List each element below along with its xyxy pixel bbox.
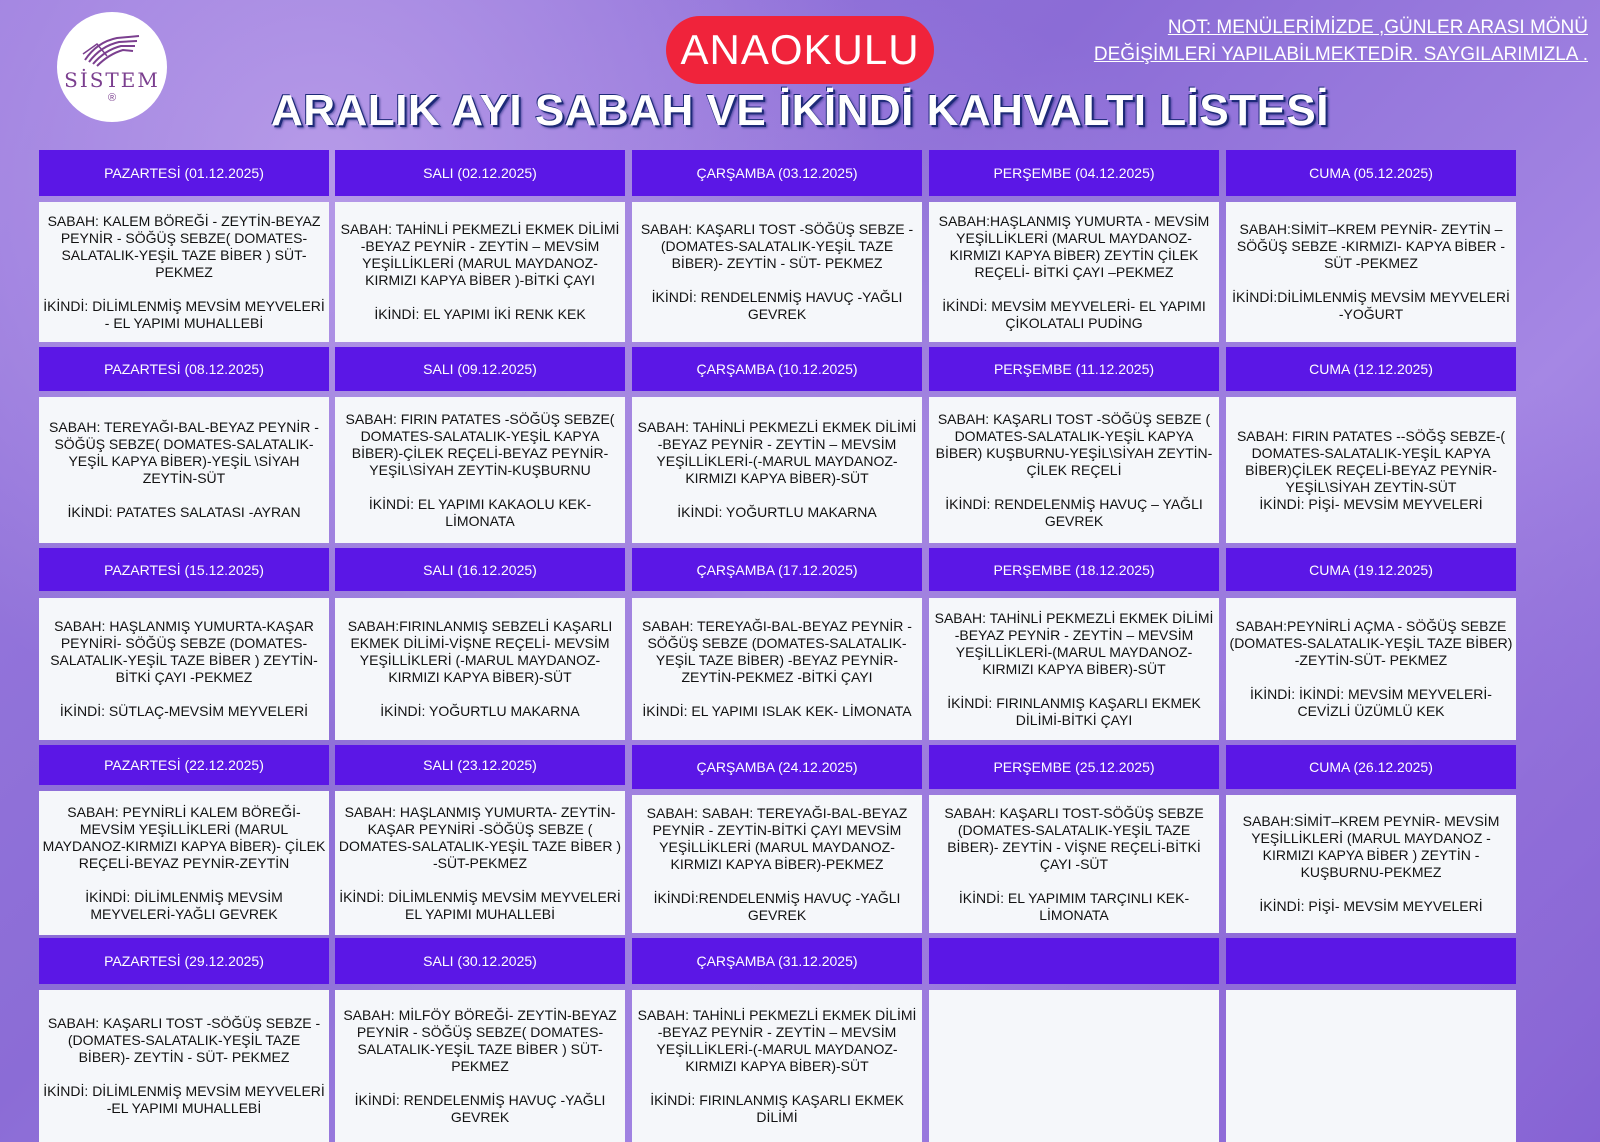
menu-body — [39, 791, 329, 935]
day-header: SALI (09.12.2025) — [335, 347, 625, 391]
menu-body — [1226, 397, 1516, 543]
menu-body — [335, 598, 625, 740]
day-header: PERŞEMBE (25.12.2025) — [929, 745, 1219, 789]
ikindi-menu: İKİNDİ: MEVSİM MEYVELERİ- EL YAPIMI ÇİKOLATALI PUDİNG — [942, 297, 1206, 331]
menu-body — [632, 990, 922, 1142]
sabah-menu: SABAH: KAŞARLI TOST -SÖĞÜŞ SEBZE -(DOMATES-SALATALIK-YEŞİL TAZE BİBER)- ZEYTİN - SÜT- PEKMEZ — [47, 1015, 321, 1065]
day-header: ÇARŞAMBA (17.12.2025) — [632, 548, 922, 591]
ikindi-menu: İKİNDİ: DİLİMLENMİŞ MEVSİM MEYVELERİ EL YAPIMI MUHALLEBİ — [339, 888, 621, 922]
day-cell — [1226, 938, 1516, 1142]
day-cell — [929, 548, 1219, 740]
spacer — [634, 873, 920, 890]
menu-body — [929, 397, 1219, 543]
ikindi-menu: İKİNDİ: SÜTLAÇ-MEVSİM MEYVELERİ — [59, 703, 309, 719]
day-cell — [929, 938, 1219, 1142]
menu-body — [1226, 990, 1516, 1142]
ikindi-menu: İKİNDİ: DİLİMLENMİŞ MEVSİM MEYVELERİ-YAĞLI GEVREK — [85, 888, 283, 922]
menu-body — [632, 598, 922, 740]
menu-change-note — [1068, 14, 1588, 68]
sabah-menu: SABAH:SİMİT–KREM PEYNİR- ZEYTİN –SÖĞÜŞ SEBZE -KIRMIZI- KAPYA BİBER - SÜT -PEKMEZ — [1236, 221, 1506, 271]
day-header: SALI (30.12.2025) — [335, 938, 625, 984]
spacer — [931, 873, 1217, 890]
menu-body — [632, 202, 922, 342]
menu-body — [1226, 598, 1516, 740]
ikindi-menu: İKİNDİ: DİLİMLENMİŞ MEVSİM MEYVELERİ -EL YAPIMI MUHALLEBİ — [43, 1083, 325, 1116]
sabah-menu: SABAH:PEYNİRLİ AÇMA - SÖĞÜŞ SEBZE (DOMATES-SALATALIK-YEŞİL TAZE BİBER) -ZEYTİN-SÜT- PEKMEZ — [1229, 618, 1513, 668]
day-header: PERŞEMBE (18.12.2025) — [929, 548, 1219, 591]
ikindi-menu: İKİNDİ: YOĞURTLU MAKARNA — [677, 504, 877, 520]
menu-body — [39, 397, 329, 543]
ikindi-menu: İKİNDİ: RENDELENMİŞ HAVUÇ -YAĞLI GEVREK — [354, 1091, 606, 1125]
menu-body — [335, 791, 625, 935]
day-cell — [632, 150, 922, 342]
spacer — [1228, 272, 1514, 289]
menu-body — [929, 990, 1219, 1142]
menu-body — [335, 202, 625, 342]
day-cell — [1226, 745, 1516, 933]
spacer — [1228, 669, 1514, 686]
sabah-menu: SABAH: KAŞARLI TOST -SÖĞÜŞ SEBZE -(DOMATES-SALATALIK-YEŞİL TAZE BİBER)- ZEYTİN - SÜT- PEKMEZ — [640, 221, 914, 271]
logo-mark-icon — [77, 30, 147, 70]
spacer — [1228, 881, 1514, 898]
day-cell — [929, 745, 1219, 933]
ikindi-menu: İKİNDİ:DİLİMLENMİŞ MEVSİM MEYVELERİ -YOĞURT — [1232, 289, 1510, 322]
spacer — [634, 487, 920, 504]
spacer — [41, 686, 327, 703]
menu-body — [335, 990, 625, 1142]
spacer — [337, 872, 623, 889]
logo-text: SİSTEM — [64, 68, 160, 92]
menu-body — [39, 990, 329, 1142]
ikindi-menu: İKİNDİ: EL YAPIMI KAKAOLU KEK-LİMONATA — [368, 495, 592, 529]
day-cell — [632, 347, 922, 543]
day-header: CUMA (12.12.2025) — [1226, 347, 1516, 391]
day-header: CUMA (05.12.2025) — [1226, 150, 1516, 196]
spacer — [337, 1075, 623, 1092]
day-cell — [335, 745, 625, 935]
day-header: PAZARTESİ (29.12.2025) — [39, 938, 329, 984]
menu-body — [929, 598, 1219, 740]
day-cell — [1226, 347, 1516, 543]
spacer — [41, 281, 327, 298]
sabah-menu: SABAH: TAHİNLİ PEKMEZLİ EKMEK DİLİMİ -BEYAZ PEYNİR - ZEYTİN – MEVSİM YEŞİLLİKLERİ-(-MARUL MAYDANOZ-KIRMIZI KAPYA BİBER)-SÜT — [637, 1006, 917, 1074]
menu-body — [335, 397, 625, 543]
menu-body — [39, 202, 329, 342]
day-header: ÇARŞAMBA (10.12.2025) — [632, 347, 922, 391]
day-cell — [929, 150, 1219, 342]
day-header — [929, 938, 1219, 984]
spacer — [41, 487, 327, 504]
spacer — [634, 1075, 920, 1092]
sabah-menu: SABAH: FIRIN PATATES -SÖĞÜŞ SEBZE( DOMATES-SALATALIK-YEŞİL KAPYA BİBER)-ÇİLEK REÇELİ-BEYAZ PEYNİR-YEŞİL\SİYAH ZEYTİN-KUŞBURNU — [345, 410, 615, 478]
sabah-menu: SABAH: TEREYAĞI-BAL-BEYAZ PEYNİR - SÖĞÜŞ SEBZE (DOMATES-SALATALIK-YEŞİL TAZE BİBER) -BEYAZ PEYNİR-ZEYTİN-PEKMEZ -BİTKİ ÇAYI — [642, 618, 912, 685]
day-header: SALI (02.12.2025) — [335, 150, 625, 196]
sabah-menu: SABAH: KALEM BÖREĞİ - ZEYTİN-BEYAZ PEYNİR - SÖĞÜŞ SEBZE( DOMATES-SALATALIK-YEŞİL TAZE BİBER ) SÜT-PEKMEZ — [47, 212, 321, 280]
day-cell — [39, 938, 329, 1142]
note-line-1: NOT: MENÜLERİMİZDE ,GÜNLER ARASI MÖNÜ — [1167, 17, 1588, 38]
ikindi-menu: İKİNDİ: PATATES SALATASI -AYRAN — [67, 504, 301, 520]
day-header: CUMA (19.12.2025) — [1226, 548, 1516, 591]
sabah-menu: SABAH: TAHİNLİ PEKMEZLİ EKMEK DİLİMİ -BEYAZ PEYNİR - ZEYTİN – MEVSİM YEŞİLLİKLERİ-(MARUL MAYDANOZ-KIRMIZI KAPYA BİBER)-SÜT — [934, 609, 1214, 677]
sabah-menu: SABAH: TAHİNLİ PEKMEZLİ EKMEK DİLİMİ -BEYAZ PEYNİR - ZEYTİN – MEVSİM YEŞİLLİKLERİ (MARUL MAYDANOZ-KIRMIZI KAPYA BİBER )-BİTKİ ÇAYI — [340, 221, 620, 288]
sabah-menu: SABAH: SABAH: TEREYAĞI-BAL-BEYAZ PEYNİR - ZEYTİN-BİTKİ ÇAYI MEVSİM YEŞİLLİKLERİ (MARUL MAYDANOZ-KIRMIZI KAPYA BİBER)-PEKMEZ — [646, 804, 908, 872]
day-cell — [335, 150, 625, 342]
menu-body — [1226, 202, 1516, 342]
day-header: ÇARŞAMBA (03.12.2025) — [632, 150, 922, 196]
menu-body — [929, 202, 1219, 342]
day-cell — [632, 548, 922, 740]
sabah-menu: SABAH: HAŞLANMIŞ YUMURTA- ZEYTİN-KAŞAR PEYNİRİ -SÖĞÜŞ SEBZE ( DOMATES-SALATALIK-YEŞİL TAZE BİBER ) -SÜT-PEKMEZ — [338, 803, 622, 871]
day-cell — [39, 548, 329, 740]
spacer — [41, 1066, 327, 1083]
day-header: PERŞEMBE (11.12.2025) — [929, 347, 1219, 391]
day-header: PAZARTESİ (08.12.2025) — [39, 347, 329, 391]
sabah-menu: SABAH: KAŞARLI TOST -SÖĞÜŞ SEBZE ( DOMATES-SALATALIK-YEŞİL KAPYA BİBER) KUŞBURNU-YEŞİL\SİYAH ZEYTİN-ÇİLEK REÇELİ — [935, 410, 1213, 478]
day-header: CUMA (26.12.2025) — [1226, 745, 1516, 789]
sabah-menu: SABAH:SİMİT–KREM PEYNİR- MEVSİM YEŞİLLİKLERİ (MARUL MAYDANOZ -KIRMIZI KAPYA BİBER ) ZEYTİN -KUŞBURNU-PEKMEZ — [1242, 813, 1500, 880]
day-cell — [1226, 548, 1516, 740]
ikindi-menu: İKİNDİ:RENDELENMİŞ HAVUÇ -YAĞLI GEVREK — [653, 889, 901, 923]
day-cell — [1226, 150, 1516, 342]
menu-body — [632, 795, 922, 933]
sabah-menu: SABAH: MİLFÖY BÖREĞİ- ZEYTİN-BEYAZ PEYNİR - SÖĞÜŞ SEBZE( DOMATES-SALATALIK-YEŞİL TAZE BİBER ) SÜT-PEKMEZ — [343, 1006, 617, 1074]
day-header: SALI (23.12.2025) — [335, 745, 625, 785]
day-cell — [335, 347, 625, 543]
day-cell — [335, 548, 625, 740]
day-header: ÇARŞAMBA (24.12.2025) — [632, 745, 922, 789]
spacer — [931, 281, 1217, 298]
note-line-2: DEĞİŞİMLERİ YAPILABİLMEKTEDİR. SAYGILARIMIZLA . — [1093, 44, 1588, 65]
sabah-menu: SABAH: PEYNİRLİ KALEM BÖREĞİ-MEVSİM YEŞİLLİKLERİ (MARUL MAYDANOZ-KIRMIZI KAPYA BİBER)- ÇİLEK REÇELİ-BEYAZ PEYNİR-ZEYTİN — [42, 803, 326, 871]
day-header: PAZARTESİ (01.12.2025) — [39, 150, 329, 196]
day-cell — [335, 938, 625, 1142]
sabah-menu: SABAH: TAHİNLİ PEKMEZLİ EKMEK DİLİMİ -BEYAZ PEYNİR - ZEYTİN – MEVSİM YEŞİLLİKLERİ-(-MARUL MAYDANOZ-KIRMIZI KAPYA BİBER)-SÜT — [637, 419, 917, 486]
day-cell — [39, 745, 329, 935]
ikindi-menu: İKİNDİ: PİŞİ- MEVSİM MEYVELERİ — [1259, 898, 1483, 914]
sabah-menu: SABAH: KAŞARLI TOST-SÖĞÜŞ SEBZE (DOMATES-SALATALIK-YEŞİL TAZE BİBER)- ZEYTİN - VİŞNE REÇELİ-BİTKİ ÇAYI -SÜT — [944, 804, 1204, 872]
sabah-menu: SABAH: FIRIN PATATES --SÖĞŞ SEBZE-( DOMATES-SALATALIK-YEŞİL KAPYA BİBER)ÇİLEK REÇELİ-BEYAZ PEYNİR-YEŞİL\SİYAH ZEYTİN-SÜT — [1236, 427, 1506, 495]
day-cell — [39, 150, 329, 342]
ikindi-menu: İKİNDİ: YOĞURTLU MAKARNA — [380, 703, 580, 719]
day-header: SALI (16.12.2025) — [335, 548, 625, 591]
sabah-menu: SABAH:HAŞLANMIŞ YUMURTA - MEVSİM YEŞİLLİKLERİ (MARUL MAYDANOZ-KIRMIZI KAPYA BİBER) ZEYTİN ÇİLEK REÇELİ- BİTKİ ÇAYI –PEKMEZ — [938, 212, 1210, 280]
ikindi-menu: İKİNDİ: FIRINLANMIŞ KAŞARLI EKMEK DİLİMİ-BİTKİ ÇAYI — [947, 694, 1201, 728]
day-header: PAZARTESİ (15.12.2025) — [39, 548, 329, 591]
menu-body — [1226, 795, 1516, 933]
spacer — [337, 289, 623, 306]
school-badge: ANAOKULU — [666, 16, 934, 84]
ikindi-menu: İKİNDİ: EL YAPIMI ISLAK KEK- LİMONATA — [642, 703, 912, 719]
day-header — [1226, 938, 1516, 984]
menu-body — [929, 795, 1219, 933]
ikindi-menu: İKİNDİ: FIRINLANMIŞ KAŞARLI EKMEK DİLİMİ — [650, 1091, 904, 1125]
day-header: PAZARTESİ (22.12.2025) — [39, 745, 329, 785]
sabah-menu: SABAH: HAŞLANMIŞ YUMURTA-KAŞAR PEYNİRİ- SÖĞÜŞ SEBZE (DOMATES-SALATALIK-YEŞİL TAZE BİBER ) ZEYTİN-BİTKİ ÇAYI -PEKMEZ — [50, 618, 318, 685]
spacer — [41, 872, 327, 889]
spacer — [337, 686, 623, 703]
spacer — [931, 678, 1217, 695]
page-title: ARALIK AYI SABAH VE İKİNDİ KAHVALTI LİSTESİ — [270, 86, 1329, 135]
day-cell — [39, 347, 329, 543]
ikindi-menu: İKİNDİ: EL YAPIMIM TARÇINLI KEK-LİMONATA — [958, 889, 1190, 923]
ikindi-menu: İKİNDİ: DİLİMLENMİŞ MEVSİM MEYVELERİ - EL YAPIMI MUHALLEBİ — [43, 297, 325, 331]
spacer — [634, 272, 920, 289]
spacer — [337, 479, 623, 496]
ikindi-menu: İKİNDİ: RENDELENMİŞ HAVUÇ – YAĞLI GEVREK — [945, 495, 1203, 529]
sabah-menu: SABAH: TEREYAĞI-BAL-BEYAZ PEYNİR - SÖĞÜŞ SEBZE( DOMATES-SALATALIK-YEŞİL KAPYA BİBER)-YEŞİL \SİYAH ZEYTİN-SÜT — [49, 419, 319, 486]
spacer — [634, 686, 920, 703]
ikindi-menu: İKİNDİ: İKİNDİ: MEVSİM MEYVELERİ-CEVİZLİ ÜZÜMLÜ KEK — [1250, 686, 1492, 719]
sabah-menu: SABAH:FIRINLANMIŞ SEBZELİ KAŞARLI EKMEK DİLİMİ-VİŞNE REÇELİ- MEVSİM YEŞİLLİKLERİ (-MARUL MAYDANOZ-KIRMIZI KAPYA BİBER)-SÜT — [347, 618, 613, 685]
day-cell — [632, 938, 922, 1142]
menu-body — [39, 598, 329, 740]
registered-mark: ® — [107, 92, 117, 104]
spacer — [931, 479, 1217, 496]
day-header: PERŞEMBE (04.12.2025) — [929, 150, 1219, 196]
menu-grid — [39, 150, 1541, 1142]
ikindi-menu: İKİNDİ: EL YAPIMI İKİ RENK KEK — [374, 306, 586, 322]
ikindi-menu: İKİNDİ: PİŞİ- MEVSİM MEYVELERİ — [1259, 495, 1483, 512]
day-cell — [929, 347, 1219, 543]
ikindi-menu: İKİNDİ: RENDELENMİŞ HAVUÇ -YAĞLI GEVREK — [651, 289, 903, 322]
menu-body — [632, 397, 922, 543]
day-cell — [632, 745, 922, 933]
day-header: ÇARŞAMBA (31.12.2025) — [632, 938, 922, 984]
